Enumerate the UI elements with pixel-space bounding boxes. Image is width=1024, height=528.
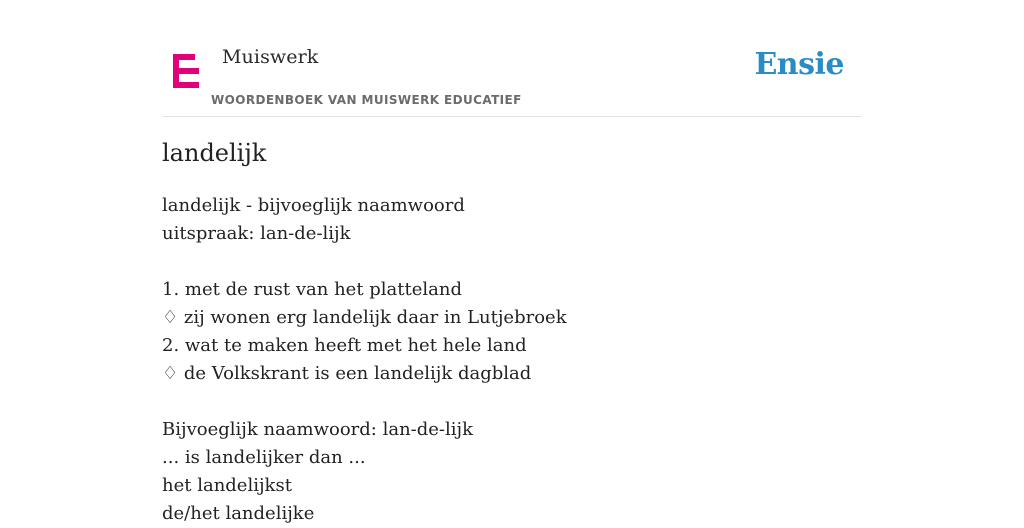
site-tagline: WOORDENBOEK VAN MUISWERK EDUCATIEF	[211, 93, 522, 107]
definition-2: 2. wat te maken heeft met het hele land	[162, 335, 527, 356]
spacer	[162, 248, 862, 276]
grammar-comparative: ... is landelijker dan ...	[162, 447, 366, 468]
grammar-superlative: het landelijkst	[162, 475, 292, 496]
entry-title: landelijk	[162, 139, 267, 167]
example-1: ♢ zij wonen erg landelijk daar in Lutjebroek	[162, 307, 567, 328]
site-name-link[interactable]: Muiswerk	[222, 46, 319, 68]
spacer	[162, 388, 862, 416]
entry-body	[162, 192, 862, 528]
example-2: ♢ de Volkskrant is een landelijk dagblad	[162, 363, 532, 384]
entry-word-class: landelijk - bijvoeglijk naamwoord	[162, 195, 465, 216]
muiswerk-logo-icon[interactable]	[173, 54, 201, 88]
grammar-syllables: Bijvoeglijk naamwoord: lan-de-lijk	[162, 419, 474, 440]
page	[162, 0, 862, 524]
definition-1: 1. met de rust van het platteland	[162, 279, 463, 300]
site-header	[162, 0, 862, 117]
entry-pronunciation: uitspraak: lan-de-lijk	[162, 223, 351, 244]
grammar-inflected: de/het landelijke	[162, 503, 315, 524]
ensie-brand-logo[interactable]: Ensie	[754, 47, 844, 82]
